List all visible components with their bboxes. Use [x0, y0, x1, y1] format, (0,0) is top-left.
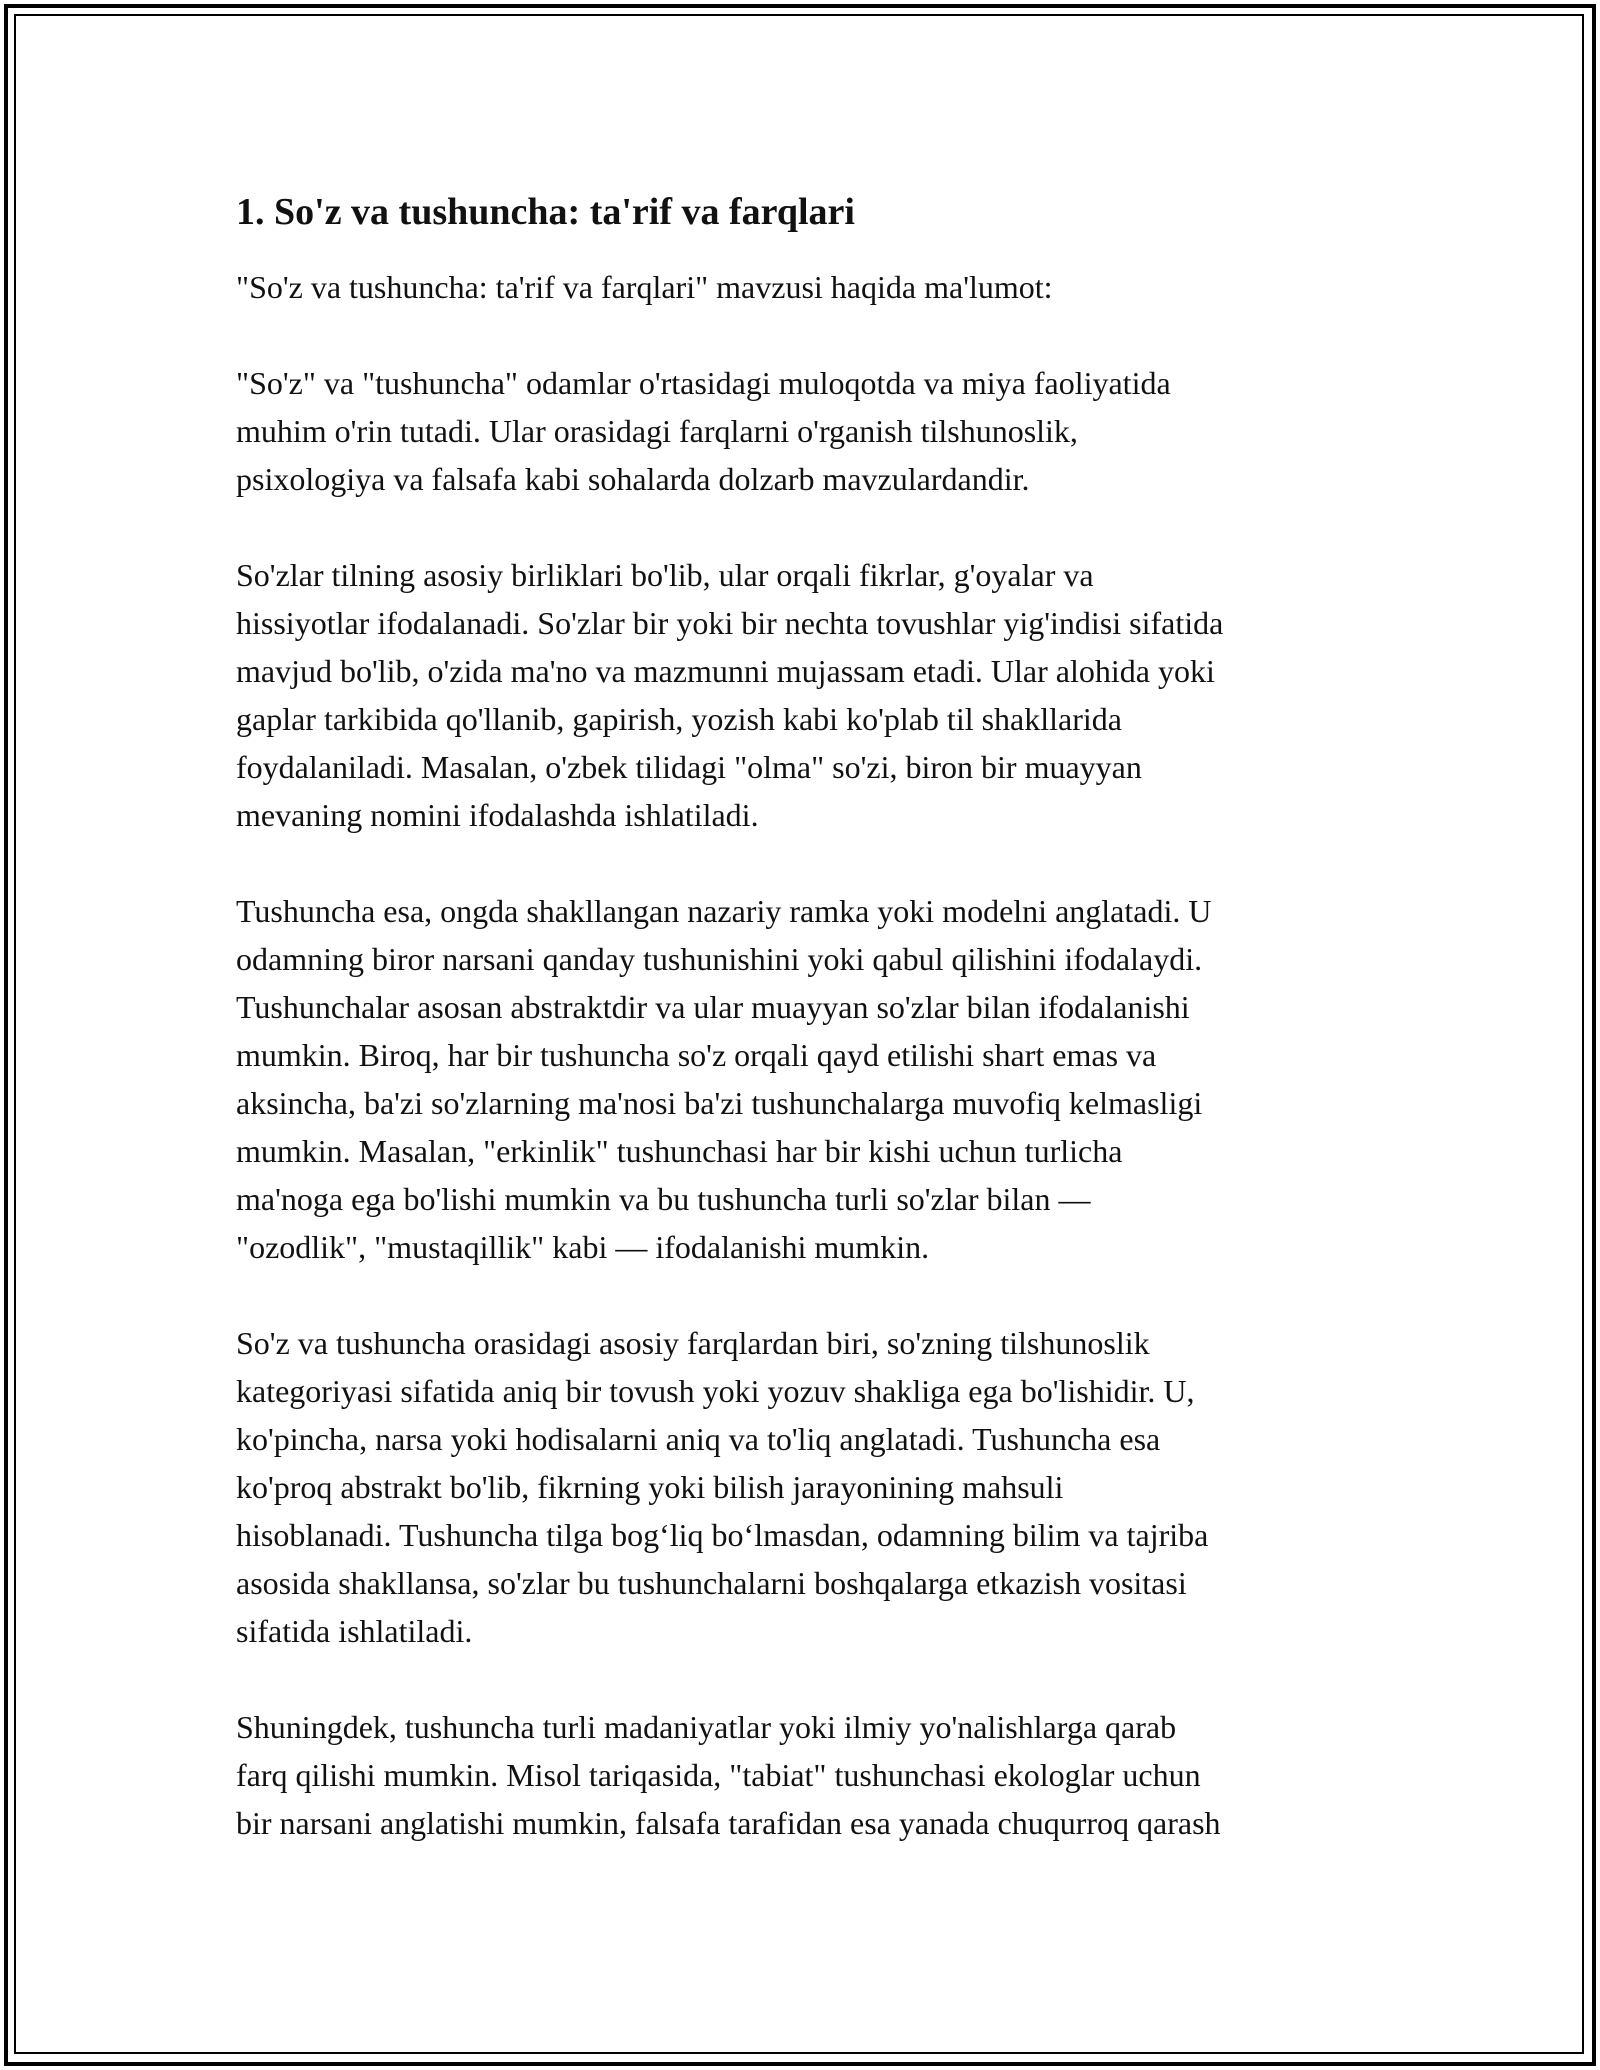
paragraph-line: gaplar tarkibida qo'llanib, gapirish, yozish kabi ko'plab til shakllarida — [236, 701, 1122, 737]
paragraph-2 — [236, 551, 1386, 839]
paragraph-4 — [236, 1319, 1386, 1655]
paragraph-line: So'z va tushuncha orasidagi asosiy farqlardan biri, so'zning tilshunoslik — [236, 1325, 1150, 1361]
paragraph-line: asosida shakllansa, so'zlar bu tushunchalarni boshqalarga etkazish vositasi — [236, 1565, 1187, 1601]
paragraph-line: So'zlar tilning asosiy birliklari bo'lib, ular orqali fikrlar, g'oyalar va — [236, 557, 1094, 593]
paragraph-line: mumkin. Biroq, har bir tushuncha so'z orqali qayd etilishi shart emas va — [236, 1037, 1157, 1073]
paragraph-line: ko'pincha, narsa yoki hodisalarni aniq va to'liq anglatadi. Tushuncha esa — [236, 1421, 1161, 1457]
paragraph-line: Tushunchalar asosan abstraktdir va ular muayyan so'zlar bilan ifodalanishi — [236, 989, 1190, 1025]
paragraph-1 — [236, 359, 1386, 503]
paragraph-line: Shuningdek, tushuncha turli madaniyatlar yoki ilmiy yo'nalishlarga qarab — [236, 1709, 1177, 1745]
paragraph-3 — [236, 887, 1386, 1271]
paragraph-line: aksincha, ba'zi so'zlarning ma'nosi ba'zi tushunchalarga muvofiq kelmasligi — [236, 1085, 1203, 1121]
paragraph-line: farq qilishi mumkin. Misol tariqasida, "tabiat" tushunchasi ekologlar uchun — [236, 1757, 1201, 1793]
paragraph-line: bir narsani anglatishi mumkin, falsafa tarafidan esa yanada chuqurroq qarash — [236, 1805, 1221, 1841]
paragraph-line: hissiyotlar ifodalanadi. So'zlar bir yoki bir nechta tovushlar yig'indisi sifatida — [236, 605, 1224, 641]
paragraph-line: mumkin. Masalan, "erkinlik" tushunchasi har bir kishi uchun turlicha — [236, 1133, 1123, 1169]
intro-line: "So'z va tushuncha: ta'rif va farqlari" mavzusi haqida ma'lumot: — [236, 269, 1053, 305]
paragraph-line: psixologiya va falsafa kabi sohalarda dolzarb mavzulardandir. — [236, 461, 1030, 497]
paragraph-5 — [236, 1703, 1386, 1847]
section-heading: 1. So'z va tushuncha: ta'rif va farqlari — [236, 191, 855, 233]
paragraph-line: kategoriyasi sifatida aniq bir tovush yoki yozuv shakliga ega bo'lishidir. U, — [236, 1373, 1195, 1409]
document-body — [236, 188, 1386, 1895]
paragraph-line: mevaning nomini ifodalashda ishlatiladi. — [236, 797, 759, 833]
paragraph-line: odamning biror narsani qanday tushunishini yoki qabul qilishini ifodalaydi. — [236, 941, 1203, 977]
paragraph-line: sifatida ishlatiladi. — [236, 1613, 473, 1649]
paragraph-line: Tushuncha esa, ongda shakllangan nazariy ramka yoki modelni anglatadi. U — [236, 893, 1212, 929]
paragraph-line: muhim o'rin tutadi. Ular orasidagi farqlarni o'rganish tilshunoslik, — [236, 413, 1078, 449]
paragraph-line: "So'z" va "tushuncha" odamlar o'rtasidagi muloqotda va miya faoliyatida — [236, 365, 1171, 401]
paragraph-line: mavjud bo'lib, o'zida ma'no va mazmunni mujassam etadi. Ular alohida yoki — [236, 653, 1215, 689]
paragraph-line: foydalaniladi. Masalan, o'zbek tilidagi "olma" so'zi, biron bir muayyan — [236, 749, 1142, 785]
intro-paragraph — [236, 263, 1386, 311]
paragraph-line: hisoblanadi. Tushuncha tilga bog‘liq bo‘lmasdan, odamning bilim va tajriba — [236, 1517, 1209, 1553]
paragraph-line: ma'noga ega bo'lishi mumkin va bu tushuncha turli so'zlar bilan — — [236, 1181, 1091, 1217]
paragraph-line: "ozodlik", "mustaqillik" kabi — ifodalanishi mumkin. — [236, 1229, 930, 1265]
paragraph-line: ko'proq abstrakt bo'lib, fikrning yoki bilish jarayonining mahsuli — [236, 1469, 1064, 1505]
